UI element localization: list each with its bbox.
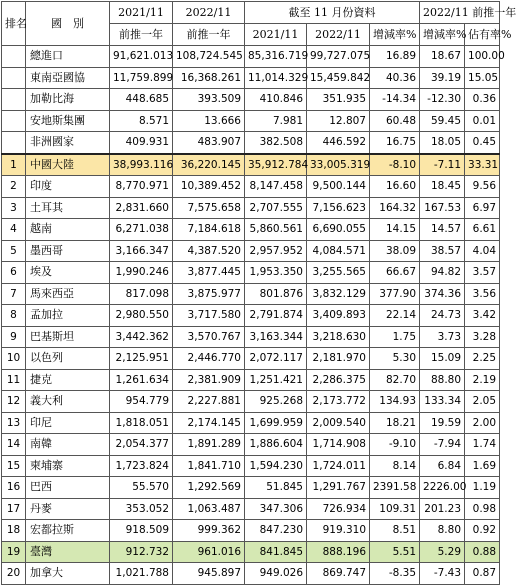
value-2021-cell: 1,261.634 xyxy=(110,369,173,391)
country-cell: 越南 xyxy=(26,219,110,241)
rank-cell: 5 xyxy=(2,240,26,262)
value-2022-cell: 961.016 xyxy=(173,541,245,563)
country-cell: 柬埔寨 xyxy=(26,455,110,477)
value-2021-cell: 409.931 xyxy=(110,132,173,154)
nov-rate-cell: 18.21 xyxy=(370,412,420,434)
prev-group-header: 2022/11 前推一年 xyxy=(420,2,500,24)
value-2021-cell: 918.509 xyxy=(110,520,173,542)
country-cell: 加拿大 xyxy=(26,563,110,585)
country-cell: 義大利 xyxy=(26,391,110,413)
value-2021-cell: 353.052 xyxy=(110,498,173,520)
share-cell: 0.98 xyxy=(465,498,500,520)
value-2022-cell: 1,841.710 xyxy=(173,455,245,477)
prev-rate-cell: 18.45 xyxy=(420,176,465,198)
rank-cell: 12 xyxy=(2,391,26,413)
nov-2022-cell: 1,291.767 xyxy=(307,477,370,499)
share-cell: 100.00 xyxy=(465,46,500,68)
country-cell: 埃及 xyxy=(26,262,110,284)
country-cell: 中國大陸 xyxy=(26,154,110,176)
prev-rate-cell: 94.82 xyxy=(420,262,465,284)
nov-rate-cell: 60.48 xyxy=(370,110,420,132)
value-2021-cell: 954.779 xyxy=(110,391,173,413)
country-cell: 南韓 xyxy=(26,434,110,456)
value-2021-cell: 912.732 xyxy=(110,541,173,563)
rank-cell: 15 xyxy=(2,455,26,477)
prev-rate-cell: -12.30 xyxy=(420,89,465,111)
nov-rate-cell: -8.35 xyxy=(370,563,420,585)
country-cell: 巴西 xyxy=(26,477,110,499)
table-row xyxy=(2,262,500,284)
nov-2021-cell: 801.876 xyxy=(245,283,307,305)
nov-rate-cell: 16.60 xyxy=(370,176,420,198)
table-row xyxy=(2,477,500,499)
nov-rate-cell: 40.36 xyxy=(370,67,420,89)
rank-header: 排名 xyxy=(2,2,26,46)
nov-rate-cell: 134.93 xyxy=(370,391,420,413)
nov-2022-cell: 3,218.630 xyxy=(307,326,370,348)
nov-2022-cell: 99,727.075 xyxy=(307,46,370,68)
table-row xyxy=(2,348,500,370)
table-row xyxy=(2,305,500,327)
nov-2021-cell: 2,957.952 xyxy=(245,240,307,262)
value-2021-cell: 1,990.246 xyxy=(110,262,173,284)
nov-2021-cell: 85,316.719 xyxy=(245,46,307,68)
nov-rate-cell: 8.51 xyxy=(370,520,420,542)
rank-cell: 18 xyxy=(2,520,26,542)
table-row xyxy=(2,541,500,563)
prev-share-header: 佔有率% xyxy=(465,24,500,46)
nov-2021-cell: 949.026 xyxy=(245,563,307,585)
share-cell: 3.28 xyxy=(465,326,500,348)
value-2022-cell: 1,891.289 xyxy=(173,434,245,456)
country-cell: 馬來西亞 xyxy=(26,283,110,305)
rank-cell: 6 xyxy=(2,262,26,284)
value-2021-cell: 2,980.550 xyxy=(110,305,173,327)
prev-rate-cell: 3.73 xyxy=(420,326,465,348)
rank-cell: 2 xyxy=(2,176,26,198)
share-cell: 1.74 xyxy=(465,434,500,456)
nov-2021-cell: 35,912.784 xyxy=(245,154,307,176)
rank-cell xyxy=(2,67,26,89)
table-row xyxy=(2,369,500,391)
share-cell: 2.00 xyxy=(465,412,500,434)
nov-2022-cell: 3,409.893 xyxy=(307,305,370,327)
value-2022-cell: 3,875.977 xyxy=(173,283,245,305)
col-2022-sub-header: 前推一年 xyxy=(173,24,245,46)
country-cell: 安地斯集團 xyxy=(26,110,110,132)
nov-rate-cell: -8.10 xyxy=(370,154,420,176)
table-row xyxy=(2,154,500,176)
nov-2021-cell: 847.230 xyxy=(245,520,307,542)
nov-2022-cell: 351.935 xyxy=(307,89,370,111)
col-2021-sub-header: 前推一年 xyxy=(110,24,173,46)
summary-row xyxy=(2,132,500,154)
value-2021-cell: 2,054.377 xyxy=(110,434,173,456)
value-2022-cell: 7,575.658 xyxy=(173,197,245,219)
nov-rate-cell: 1.75 xyxy=(370,326,420,348)
prev-rate-cell: 374.36 xyxy=(420,283,465,305)
rank-cell: 14 xyxy=(2,434,26,456)
value-2021-cell: 1,818.051 xyxy=(110,412,173,434)
nov-2021-cell: 51.845 xyxy=(245,477,307,499)
country-cell: 丹麥 xyxy=(26,498,110,520)
value-2022-cell: 108,724.545 xyxy=(173,46,245,68)
share-cell: 3.42 xyxy=(465,305,500,327)
nov-2021-cell: 3,163.344 xyxy=(245,326,307,348)
table-row xyxy=(2,520,500,542)
nov-2021-cell: 2,791.874 xyxy=(245,305,307,327)
nov-rate-cell: 164.32 xyxy=(370,197,420,219)
nov-2021-cell: 7.981 xyxy=(245,110,307,132)
prev-rate-cell: -7.11 xyxy=(420,154,465,176)
table-row xyxy=(2,283,500,305)
country-cell: 東南亞國協 xyxy=(26,67,110,89)
nov-rate-cell: 38.09 xyxy=(370,240,420,262)
table-row xyxy=(2,176,500,198)
country-cell: 孟加拉 xyxy=(26,305,110,327)
rank-cell: 8 xyxy=(2,305,26,327)
nov-2022-cell: 2,173.772 xyxy=(307,391,370,413)
prev-rate-cell: 88.80 xyxy=(420,369,465,391)
nov-2022-cell: 1,724.011 xyxy=(307,455,370,477)
table-row xyxy=(2,197,500,219)
share-cell: 0.36 xyxy=(465,89,500,111)
value-2021-cell: 11,759.899 xyxy=(110,67,173,89)
prev-rate-cell: 167.53 xyxy=(420,197,465,219)
share-cell: 4.04 xyxy=(465,240,500,262)
prev-rate-cell: 5.29 xyxy=(420,541,465,563)
nov-2021-cell: 11,014.329 xyxy=(245,67,307,89)
value-2021-cell: 91,621.013 xyxy=(110,46,173,68)
country-cell: 土耳其 xyxy=(26,197,110,219)
prev-rate-cell: 18.05 xyxy=(420,132,465,154)
nov-2021-cell: 5,860.561 xyxy=(245,219,307,241)
nov-2022-header: 2022/11 xyxy=(307,24,370,46)
table-row xyxy=(2,391,500,413)
value-2022-cell: 3,717.580 xyxy=(173,305,245,327)
country-cell: 非洲國家 xyxy=(26,132,110,154)
nov-2021-cell: 925.268 xyxy=(245,391,307,413)
prev-rate-cell: 8.80 xyxy=(420,520,465,542)
country-cell: 墨西哥 xyxy=(26,240,110,262)
prev-rate-cell: -7.94 xyxy=(420,434,465,456)
country-cell: 印度 xyxy=(26,176,110,198)
value-2022-cell: 2,227.881 xyxy=(173,391,245,413)
rank-cell: 20 xyxy=(2,563,26,585)
value-2021-cell: 55.570 xyxy=(110,477,173,499)
nov-2022-cell: 6,690.055 xyxy=(307,219,370,241)
table-row xyxy=(2,563,500,585)
summary-row xyxy=(2,110,500,132)
rank-cell: 1 xyxy=(2,154,26,176)
summary-row xyxy=(2,67,500,89)
nov-rate-cell: 5.51 xyxy=(370,541,420,563)
nov-rate-cell: 22.14 xyxy=(370,305,420,327)
share-cell: 33.31 xyxy=(465,154,500,176)
share-cell: 0.45 xyxy=(465,132,500,154)
prev-rate-cell: 15.09 xyxy=(420,348,465,370)
prev-rate-cell: 19.59 xyxy=(420,412,465,434)
prev-rate-cell: -7.43 xyxy=(420,563,465,585)
share-cell: 0.92 xyxy=(465,520,500,542)
nov-2021-cell: 841.845 xyxy=(245,541,307,563)
value-2022-cell: 10,389.452 xyxy=(173,176,245,198)
rank-cell xyxy=(2,46,26,68)
nov-2021-cell: 1,251.421 xyxy=(245,369,307,391)
import-table xyxy=(1,1,516,585)
value-2022-cell: 999.362 xyxy=(173,520,245,542)
nov-2021-cell: 382.508 xyxy=(245,132,307,154)
nov-2022-cell: 4,084.571 xyxy=(307,240,370,262)
value-2021-cell: 3,166.347 xyxy=(110,240,173,262)
share-cell: 9.56 xyxy=(465,176,500,198)
rank-cell: 7 xyxy=(2,283,26,305)
prev-rate-cell: 18.67 xyxy=(420,46,465,68)
country-cell: 宏都拉斯 xyxy=(26,520,110,542)
nov-group-header: 截至 11 月份資料 xyxy=(245,2,420,24)
nov-2022-cell: 869.747 xyxy=(307,563,370,585)
nov-2022-cell: 2,009.540 xyxy=(307,412,370,434)
nov-rate-cell: 109.31 xyxy=(370,498,420,520)
value-2021-cell: 817.098 xyxy=(110,283,173,305)
nov-2022-cell: 7,156.623 xyxy=(307,197,370,219)
value-2022-cell: 2,174.145 xyxy=(173,412,245,434)
rank-cell: 10 xyxy=(2,348,26,370)
value-2022-cell: 393.509 xyxy=(173,89,245,111)
nov-2021-cell: 2,072.117 xyxy=(245,348,307,370)
value-2021-cell: 2,125.951 xyxy=(110,348,173,370)
value-2022-cell: 3,570.767 xyxy=(173,326,245,348)
value-2021-cell: 448.685 xyxy=(110,89,173,111)
rank-cell xyxy=(2,132,26,154)
nov-rate-cell: 5.30 xyxy=(370,348,420,370)
value-2021-cell: 8,770.971 xyxy=(110,176,173,198)
nov-rate-cell: 16.75 xyxy=(370,132,420,154)
nov-2021-cell: 1,953.350 xyxy=(245,262,307,284)
prev-rate-header: 增減率% xyxy=(420,24,465,46)
country-cell: 總進口 xyxy=(26,46,110,68)
rank-cell xyxy=(2,110,26,132)
country-cell: 巴基斯坦 xyxy=(26,326,110,348)
rank-cell: 11 xyxy=(2,369,26,391)
nov-2022-cell: 33,005.319 xyxy=(307,154,370,176)
share-cell: 0.87 xyxy=(465,563,500,585)
prev-rate-cell: 6.84 xyxy=(420,455,465,477)
nov-2021-cell: 1,699.959 xyxy=(245,412,307,434)
nov-2022-cell: 2,286.375 xyxy=(307,369,370,391)
value-2021-cell: 1,021.788 xyxy=(110,563,173,585)
table-row xyxy=(2,412,500,434)
nov-2022-cell: 446.592 xyxy=(307,132,370,154)
value-2022-cell: 4,387.520 xyxy=(173,240,245,262)
value-2022-cell: 2,446.770 xyxy=(173,348,245,370)
nov-2022-cell: 2,181.970 xyxy=(307,348,370,370)
value-2021-cell: 3,442.362 xyxy=(110,326,173,348)
value-2022-cell: 13.666 xyxy=(173,110,245,132)
share-cell: 2.25 xyxy=(465,348,500,370)
nov-2021-cell: 1,886.604 xyxy=(245,434,307,456)
nov-rate-cell: 2391.58 xyxy=(370,477,420,499)
rank-cell: 13 xyxy=(2,412,26,434)
value-2022-cell: 1,063.487 xyxy=(173,498,245,520)
nov-rate-cell: 8.14 xyxy=(370,455,420,477)
prev-rate-cell: 59.45 xyxy=(420,110,465,132)
nov-2022-cell: 726.934 xyxy=(307,498,370,520)
table-row xyxy=(2,434,500,456)
value-2021-cell: 2,831.660 xyxy=(110,197,173,219)
nov-2022-cell: 12.807 xyxy=(307,110,370,132)
rank-cell: 19 xyxy=(2,541,26,563)
share-cell: 15.05 xyxy=(465,67,500,89)
share-cell: 3.57 xyxy=(465,262,500,284)
table-row xyxy=(2,498,500,520)
nov-rate-cell: 82.70 xyxy=(370,369,420,391)
nov-rate-header: 增減率% xyxy=(370,24,420,46)
country-cell: 印尼 xyxy=(26,412,110,434)
nov-2021-cell: 347.306 xyxy=(245,498,307,520)
col-2022-header: 2022/11 xyxy=(173,2,245,24)
col-2021-header: 2021/11 xyxy=(110,2,173,24)
value-2021-cell: 1,723.824 xyxy=(110,455,173,477)
share-cell: 1.19 xyxy=(465,477,500,499)
prev-rate-cell: 201.23 xyxy=(420,498,465,520)
nov-rate-cell: 377.90 xyxy=(370,283,420,305)
value-2022-cell: 1,292.569 xyxy=(173,477,245,499)
nov-2022-cell: 9,500.144 xyxy=(307,176,370,198)
value-2022-cell: 7,184.618 xyxy=(173,219,245,241)
value-2022-cell: 2,381.909 xyxy=(173,369,245,391)
table-row xyxy=(2,240,500,262)
country-cell: 臺灣 xyxy=(26,541,110,563)
rank-cell: 4 xyxy=(2,219,26,241)
value-2022-cell: 3,877.445 xyxy=(173,262,245,284)
table-row xyxy=(2,326,500,348)
nov-2021-cell: 410.846 xyxy=(245,89,307,111)
summary-row xyxy=(2,46,500,68)
prev-rate-cell: 133.34 xyxy=(420,391,465,413)
value-2022-cell: 36,220.145 xyxy=(173,154,245,176)
table-row xyxy=(2,219,500,241)
nov-2022-cell: 919.310 xyxy=(307,520,370,542)
prev-rate-cell: 38.57 xyxy=(420,240,465,262)
share-cell: 6.61 xyxy=(465,219,500,241)
summary-row xyxy=(2,89,500,111)
rank-cell: 17 xyxy=(2,498,26,520)
value-2022-cell: 483.907 xyxy=(173,132,245,154)
nov-2021-cell: 8,147.458 xyxy=(245,176,307,198)
nov-2022-cell: 1,714.908 xyxy=(307,434,370,456)
country-header: 國 別 xyxy=(26,2,110,46)
share-cell: 2.19 xyxy=(465,369,500,391)
nov-2021-cell: 2,707.555 xyxy=(245,197,307,219)
country-cell: 捷克 xyxy=(26,369,110,391)
share-cell: 6.97 xyxy=(465,197,500,219)
nov-rate-cell: 16.89 xyxy=(370,46,420,68)
value-2021-cell: 6,271.038 xyxy=(110,219,173,241)
rank-cell: 3 xyxy=(2,197,26,219)
prev-rate-cell: 2226.00 xyxy=(420,477,465,499)
nov-rate-cell: 14.15 xyxy=(370,219,420,241)
nov-2022-cell: 3,255.565 xyxy=(307,262,370,284)
header-row-1 xyxy=(2,2,500,24)
value-2021-cell: 38,993.116 xyxy=(110,154,173,176)
share-cell: 3.56 xyxy=(465,283,500,305)
prev-rate-cell: 39.19 xyxy=(420,67,465,89)
value-2022-cell: 945.897 xyxy=(173,563,245,585)
rank-cell: 16 xyxy=(2,477,26,499)
nov-2022-cell: 3,832.129 xyxy=(307,283,370,305)
share-cell: 1.69 xyxy=(465,455,500,477)
nov-rate-cell: -14.34 xyxy=(370,89,420,111)
rank-cell xyxy=(2,89,26,111)
value-2021-cell: 8.571 xyxy=(110,110,173,132)
share-cell: 0.01 xyxy=(465,110,500,132)
value-2022-cell: 16,368.261 xyxy=(173,67,245,89)
nov-2022-cell: 888.196 xyxy=(307,541,370,563)
rank-cell: 9 xyxy=(2,326,26,348)
nov-2022-cell: 15,459.842 xyxy=(307,67,370,89)
nov-rate-cell: -9.10 xyxy=(370,434,420,456)
nov-2021-cell: 1,594.230 xyxy=(245,455,307,477)
table-row xyxy=(2,455,500,477)
share-cell: 0.88 xyxy=(465,541,500,563)
nov-rate-cell: 66.67 xyxy=(370,262,420,284)
share-cell: 2.05 xyxy=(465,391,500,413)
country-cell: 加勒比海 xyxy=(26,89,110,111)
nov-2021-header: 2021/11 xyxy=(245,24,307,46)
prev-rate-cell: 14.57 xyxy=(420,219,465,241)
country-cell: 以色列 xyxy=(26,348,110,370)
prev-rate-cell: 24.73 xyxy=(420,305,465,327)
